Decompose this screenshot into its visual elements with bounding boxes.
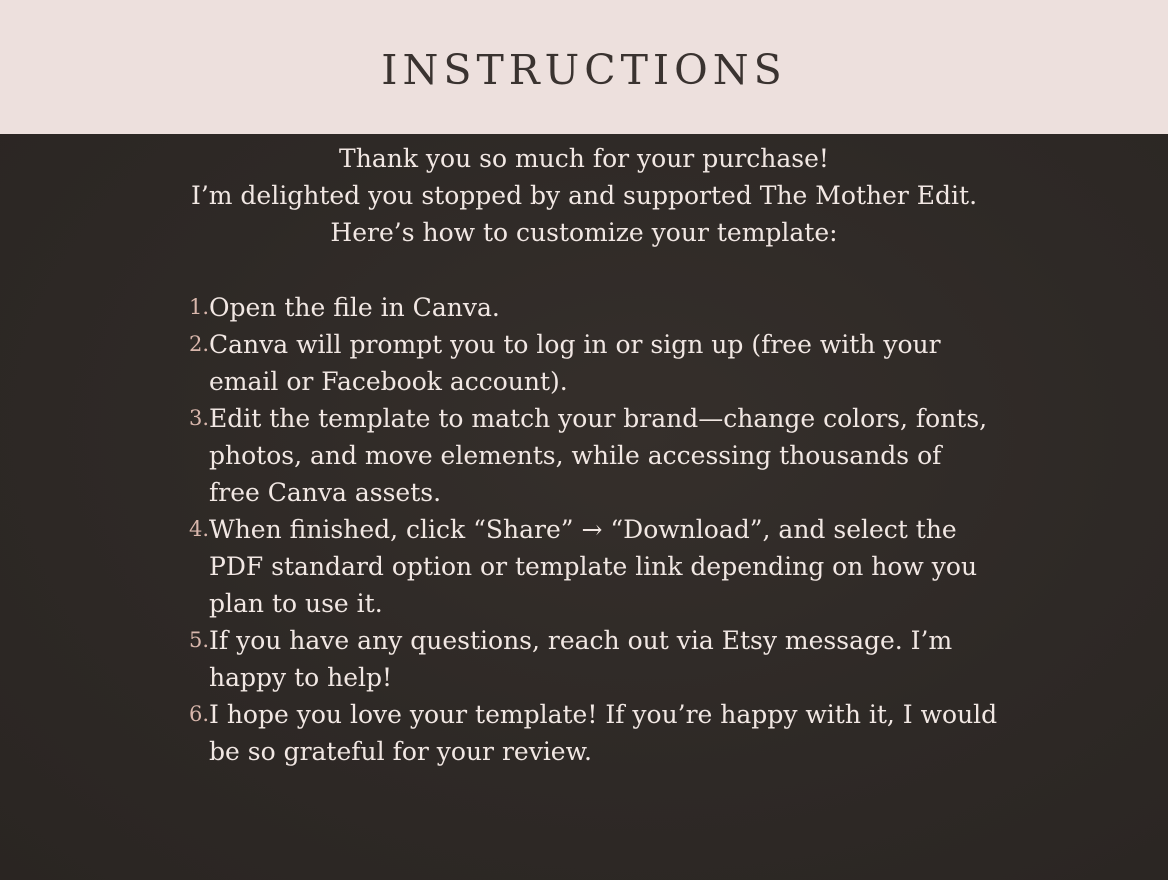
instruction-step-6 [188,696,999,770]
step-number: 5. [188,628,209,652]
step-text: If you have any questions, reach out via Etsy message. I’m happy to help! [209,626,953,692]
step-number: 4. [188,517,209,541]
step-number: 6. [188,702,209,726]
instruction-step-5 [188,622,999,696]
instruction-step-2 [188,326,999,400]
step-number: 3. [188,406,209,430]
step-text: Canva will prompt you to log in or sign up (free with your email or Facebook account). [209,330,941,396]
header-band [0,0,1168,134]
instruction-step-1 [188,289,999,326]
page-title: INSTRUCTIONS [381,46,787,94]
step-number: 1. [188,295,209,319]
step-number: 2. [188,332,209,356]
intro-message [0,140,1168,251]
instruction-step-4 [188,511,999,622]
intro-thank-you: Thank you so much for your purchase! [339,144,829,173]
step-text: Edit the template to match your brand—change colors, fonts, photos, and move elements, while accessing thousands of free Canva assets. [209,404,988,507]
step-text: I hope you love your template! If you’re happy with it, I would be so grateful for your review. [209,700,998,766]
intro-delighted: I’m delighted you stopped by and supported The Mother Edit. [190,181,978,210]
instruction-step-3 [188,400,999,511]
instruction-steps-list [188,289,999,770]
step-text: Open the file in Canva. [209,293,500,322]
step-text: When finished, click “Share” → “Download”, and select the PDF standard option or template link depending on how you plan to use it. [209,515,978,618]
intro-how-to: Here’s how to customize your template: [330,218,838,247]
